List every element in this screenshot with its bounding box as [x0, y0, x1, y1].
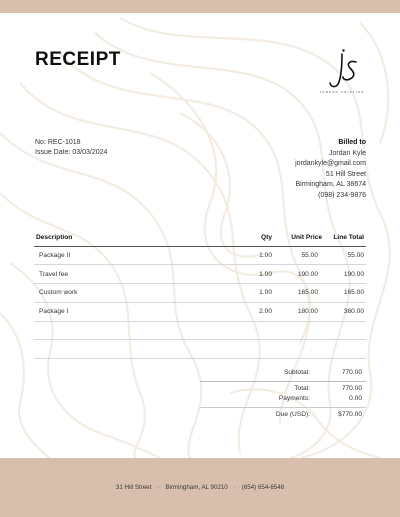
issue-date-line [35, 148, 107, 158]
total-label: Total: [294, 385, 310, 392]
subtotal-value: 770.00 [341, 369, 362, 376]
billed-to-block [295, 138, 366, 202]
customer-street: 51 Hill Street [325, 170, 366, 178]
customer-name: Jordan Kyle [329, 149, 366, 157]
item-line-total: 165.00 [324, 284, 366, 303]
item-description: Travel fee [34, 265, 234, 284]
payments-label: Payments: [278, 395, 310, 402]
item-qty [234, 321, 274, 340]
item-line-total [324, 340, 366, 359]
footer-street: 31 Hill Street [115, 484, 152, 491]
header-qty: Qty [234, 229, 274, 246]
header-line-total: Line Total [324, 229, 366, 246]
issue-date-label: Issue Date: [35, 148, 71, 156]
customer-phone: (098) 234-9876 [318, 191, 366, 199]
item-line-total: 190.00 [324, 265, 366, 284]
item-description [34, 321, 234, 340]
table-row [34, 265, 366, 284]
footer-separator: · [233, 484, 236, 491]
receipt-number: REC-1018 [47, 139, 81, 146]
item-unit-price: 190.00 [274, 265, 324, 284]
item-line-total: 360.00 [324, 302, 366, 321]
payments-row [200, 394, 366, 404]
table-header-row [34, 229, 366, 246]
receipt-number-label: No: [35, 139, 46, 146]
payments-value: 0.00 [349, 395, 362, 402]
item-line-total: 55.00 [324, 246, 366, 265]
customer-email: jordankyle@gmail.com [295, 160, 366, 168]
top-color-band [0, 0, 400, 13]
footer-phone: (654) 654-6548 [241, 484, 285, 491]
item-unit-price: 165.00 [274, 284, 324, 303]
total-value: 770.00 [341, 385, 362, 392]
item-qty: 2.00 [234, 302, 274, 321]
item-line-total [324, 321, 366, 340]
item-description: Package II [34, 246, 234, 265]
table-row [34, 284, 366, 303]
issue-date: 03/03/2024 [72, 148, 108, 156]
table-row-empty [34, 340, 366, 359]
total-row [200, 384, 366, 394]
item-unit-price [274, 321, 324, 340]
item-unit-price [274, 340, 324, 359]
table-row [34, 246, 366, 265]
totals-block [200, 368, 366, 420]
amount-due-value: $770.00 [338, 411, 362, 418]
header-unit-price: Unit Price [274, 229, 324, 246]
footer-band [0, 458, 400, 517]
amount-due-label: Due (USD): [275, 411, 310, 418]
item-description: Custom work [34, 284, 234, 303]
item-qty: 1.00 [234, 265, 274, 284]
item-qty: 1.00 [234, 284, 274, 303]
footer-separator: · [157, 484, 160, 491]
item-description: Package I [34, 302, 234, 321]
header-description: Description [34, 229, 234, 246]
receipt-meta [35, 138, 107, 157]
billed-to-label: Billed to [338, 139, 366, 146]
totals-divider [200, 407, 366, 408]
item-qty: 1.00 [234, 246, 274, 265]
receipt-number-line [35, 138, 107, 148]
amount-due-row [200, 410, 366, 420]
item-qty [234, 340, 274, 359]
subtotal-label: Subtotal: [283, 369, 310, 376]
table-row-empty [34, 321, 366, 340]
document-title: RECEIPT [35, 49, 121, 70]
item-unit-price: 180.00 [274, 302, 324, 321]
logo-tagline: JORDAN KRISTINE [319, 90, 365, 94]
table-row [34, 302, 366, 321]
subtotal-row [200, 368, 366, 378]
footer-city: Birmingham, AL 90210 [165, 484, 228, 491]
item-description [34, 340, 234, 359]
customer-city: Birmingham, AL 38674 [295, 181, 366, 189]
totals-divider [200, 381, 366, 382]
item-unit-price: 55.00 [274, 246, 324, 265]
line-items-table [34, 229, 366, 359]
brand-logo [316, 48, 368, 96]
